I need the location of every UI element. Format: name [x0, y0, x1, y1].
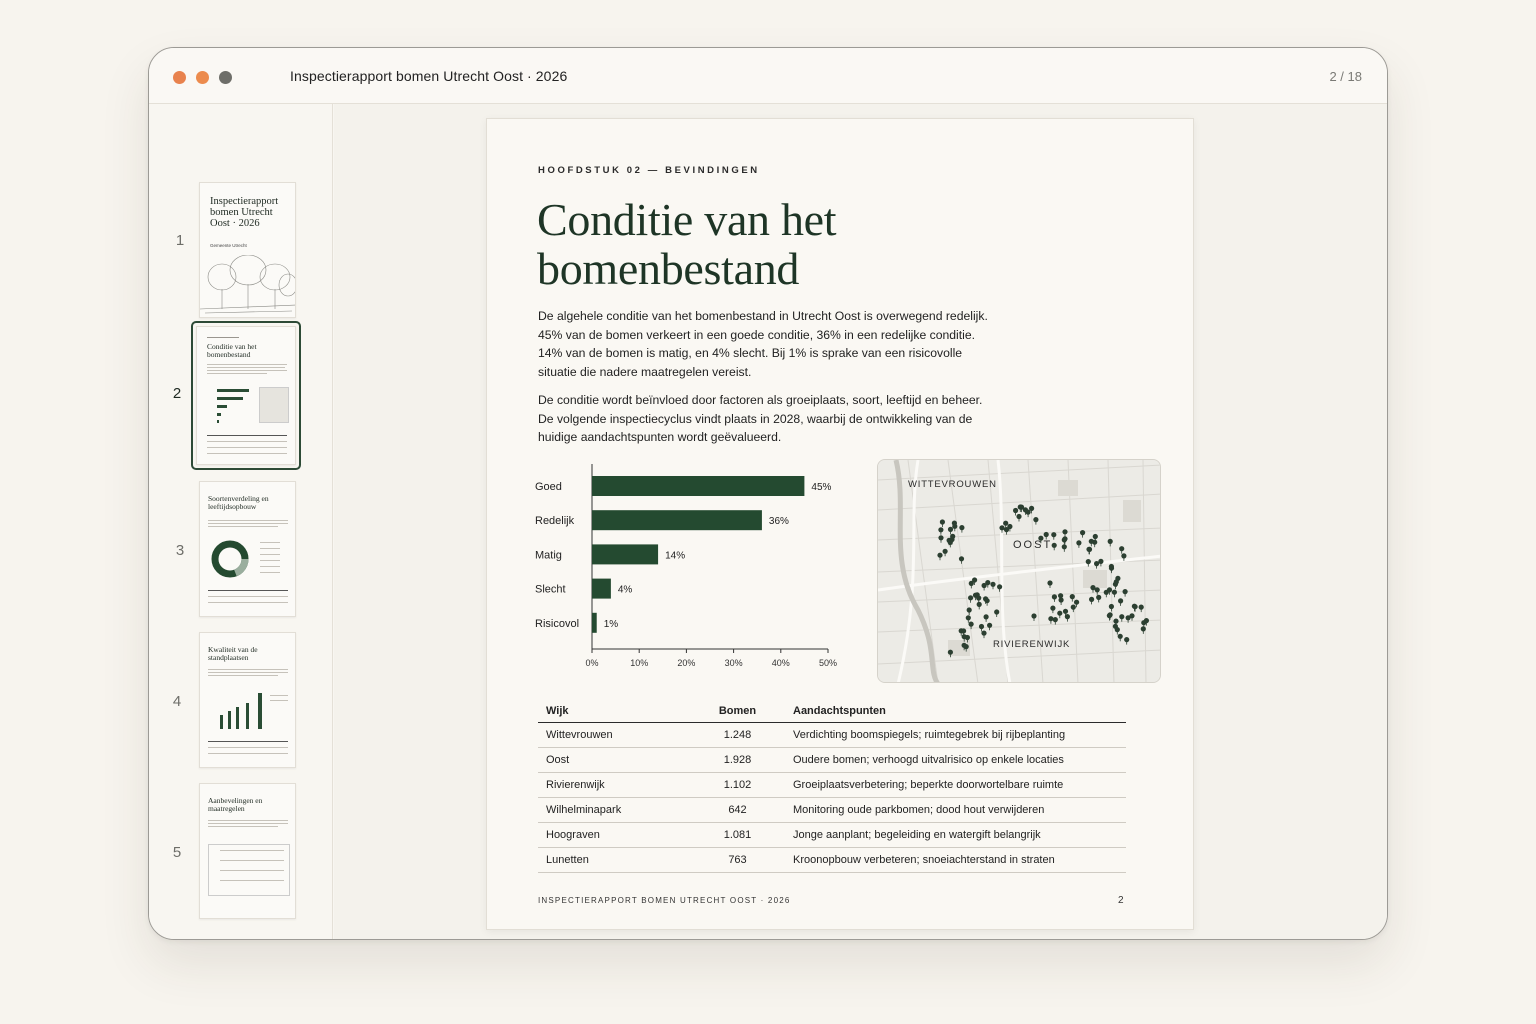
chart-x-tick-label: 10%	[630, 658, 649, 668]
map-tree-marker	[1118, 634, 1123, 639]
map-tree-marker	[999, 525, 1004, 530]
map-tree-marker	[984, 614, 989, 619]
chart-x-tick-label: 0%	[585, 658, 599, 668]
column-header-wijk: Wijk	[538, 701, 690, 723]
map-tree-marker	[1107, 587, 1112, 592]
cell-aandachtspunten: Groeiplaatsverbetering; beperkte doorwortelbare ruimte	[785, 773, 1126, 798]
map-tree-marker	[961, 628, 966, 633]
map-tree-marker	[968, 595, 973, 600]
chapter-kicker: HOOFDSTUK 02 — BEVINDINGEN	[538, 165, 760, 176]
column-header-aandachtspunten: Aandachtspunten	[785, 701, 1126, 723]
map-tree-marker	[1094, 561, 1099, 566]
map-tree-marker	[1141, 620, 1146, 625]
chart-bar	[592, 544, 658, 564]
page-number: 2	[1118, 895, 1124, 906]
map-tree-marker	[973, 593, 978, 598]
map-tree-marker	[1089, 539, 1094, 544]
chart-category-label: Redelijk	[535, 515, 575, 528]
chart-category-label: Risicovol	[535, 617, 580, 630]
page-thumbnail-4[interactable]	[199, 632, 296, 768]
map-tree-marker	[979, 624, 984, 629]
map-tree-marker	[1007, 524, 1012, 529]
cell-wijk: Wilhelminapark	[538, 798, 690, 823]
chart-value-label: 45%	[811, 482, 832, 493]
document-title: Inspectierapport bomen Utrecht Oost · 2026	[290, 68, 568, 84]
map-tree-marker	[1121, 553, 1126, 558]
map-tree-marker	[959, 556, 964, 561]
map-tree-marker	[994, 609, 999, 614]
map-tree-marker	[1033, 517, 1038, 522]
map-tree-marker	[1113, 619, 1118, 624]
map-tree-marker	[1048, 616, 1053, 621]
map-tree-marker	[1123, 589, 1128, 594]
map-tree-marker	[948, 650, 953, 655]
chart-value-label: 36%	[768, 516, 789, 528]
map-tree-marker	[1080, 530, 1085, 535]
map-tree-marker	[981, 631, 986, 636]
chart-bar	[592, 510, 762, 530]
map-tree-marker	[1044, 532, 1049, 537]
cell-bomen: 1.248	[690, 723, 785, 748]
map-tree-marker	[1076, 540, 1081, 545]
tree-illustration	[200, 255, 296, 318]
map-tree-marker	[1109, 604, 1114, 609]
maximize-window-button[interactable]	[219, 71, 232, 84]
map-tree-marker	[1119, 614, 1124, 619]
chart-bar	[592, 613, 597, 633]
thumbnail-title: Aanbevelingen en maatregelen	[208, 796, 263, 813]
cell-aandachtspunten: Kroonopbouw verbeteren; snoeiachterstand in straten	[785, 848, 1126, 873]
map-tree-marker	[1052, 543, 1057, 548]
map-tree-marker	[1086, 559, 1091, 564]
minimize-window-button[interactable]	[196, 71, 209, 84]
thumbnail-number-5: 5	[172, 844, 182, 861]
chart-x-tick-label: 20%	[677, 658, 696, 668]
map-tree-marker	[940, 519, 945, 524]
cell-aandachtspunten: Monitoring oude parkbomen; dood hout verwijderen	[785, 798, 1126, 823]
page-footer-title: INSPECTIERAPPORT BOMEN UTRECHT OOST · 2026	[538, 896, 791, 905]
thumbnail-title: Conditie van het bomenbestand	[207, 342, 257, 359]
map-tree-marker	[1047, 580, 1052, 585]
cell-bomen: 1.102	[690, 773, 785, 798]
map-tree-marker	[966, 615, 971, 620]
map-tree-marker	[1108, 539, 1113, 544]
map-tree-marker	[1141, 626, 1146, 631]
map-tree-marker	[1093, 534, 1098, 539]
table-row	[538, 748, 1126, 773]
map-tree-marker	[959, 525, 964, 530]
map-tree-marker	[1019, 505, 1024, 510]
page-thumbnails-sidebar	[149, 104, 333, 940]
thumbnail-subtitle: Gemeente Utrecht	[210, 243, 247, 248]
map-tree-marker	[1062, 529, 1067, 534]
page-thumbnail-2[interactable]	[196, 326, 296, 465]
chart-bar	[592, 579, 611, 599]
page-thumbnail-1[interactable]	[199, 182, 296, 318]
map-tree-marker	[1119, 546, 1124, 551]
map-tree-marker	[938, 527, 943, 532]
cell-wijk: Lunetten	[538, 848, 690, 873]
map-tree-marker	[1074, 600, 1079, 605]
close-window-button[interactable]	[173, 71, 186, 84]
map-tree-marker	[969, 622, 974, 627]
map-tree-marker	[1053, 617, 1058, 622]
map-tree-marker	[1031, 613, 1036, 618]
map-tree-marker	[1086, 547, 1091, 552]
map-tree-marker	[1058, 593, 1063, 598]
map-tree-marker	[1133, 604, 1138, 609]
map-tree-marker	[1070, 594, 1075, 599]
map-tree-marker	[969, 581, 974, 586]
map-label-wittevrouwen: WITTEVROUWEN	[908, 479, 997, 490]
condition-bar-chart	[535, 459, 855, 669]
map-tree-marker	[1115, 627, 1120, 632]
cell-bomen: 1.928	[690, 748, 785, 773]
cell-aandachtspunten: Verdichting boomspiegels; ruimtegebrek bij rijbeplanting	[785, 723, 1126, 748]
map-tree-marker	[1124, 637, 1129, 642]
thumbnail-title: Inspectierapport bomen Utrecht Oost · 2026	[210, 196, 279, 230]
thumbnail-number-1: 1	[175, 232, 185, 249]
table-row	[538, 798, 1126, 823]
map-tree-marker	[983, 596, 988, 601]
map-tree-marker	[964, 644, 969, 649]
map-tree-marker	[949, 537, 954, 542]
map-tree-marker	[1107, 613, 1112, 618]
chart-x-tick-label: 30%	[724, 658, 743, 668]
body-paragraph-2: De conditie wordt beïnvloed door factoren als groeiplaats, soort, leeftijd en beheer. De volgende inspectiecyclus vindt plaats in 2028, waarbij de ontwikkeling van de huidige aandachtspunten wordt geëvalueerd.	[538, 393, 983, 445]
cell-aandachtspunten: Jonge aanplant; begeleiding en watergift belangrijk	[785, 823, 1126, 848]
map-tree-marker	[1063, 609, 1068, 614]
cell-wijk: Hoograven	[538, 823, 690, 848]
map-tree-marker	[948, 527, 953, 532]
map-tree-marker	[967, 607, 972, 612]
map-tree-marker	[977, 602, 982, 607]
map-tree-marker	[990, 582, 995, 587]
page-thumbnail-3[interactable]	[199, 481, 296, 617]
map-tree-marker	[1139, 605, 1144, 610]
cell-bomen: 642	[690, 798, 785, 823]
map-tree-marker	[1003, 521, 1008, 526]
map-tree-marker	[938, 535, 943, 540]
map-tree-marker	[943, 549, 948, 554]
chart-value-label: 14%	[665, 550, 686, 562]
thumbnail-number-2: 2	[172, 385, 182, 402]
document-viewer-window	[148, 47, 1388, 940]
cell-aandachtspunten: Oudere bomen; verhoogd uitvalrisico op enkele locaties	[785, 748, 1126, 773]
table-header-row	[538, 701, 1126, 723]
cell-wijk: Wittevrouwen	[538, 723, 690, 748]
map-tree-marker	[1118, 598, 1123, 603]
map-tree-marker	[1109, 566, 1114, 571]
cell-wijk: Oost	[538, 748, 690, 773]
document-page-2	[486, 118, 1194, 930]
map-tree-marker	[1057, 611, 1062, 616]
map-tree-marker	[997, 584, 1002, 589]
chart-category-label: Slecht	[535, 583, 566, 596]
chart-category-label: Goed	[535, 481, 562, 493]
column-header-bomen: Bomen	[690, 701, 785, 723]
map-tree-marker	[1112, 590, 1117, 595]
chart-x-tick-label: 50%	[818, 658, 838, 668]
map-tree-marker	[1050, 606, 1055, 611]
map-tree-marker	[1026, 510, 1031, 515]
map-tree-marker	[1095, 587, 1100, 592]
chart-value-label: 4%	[617, 584, 633, 596]
cell-bomen: 1.081	[690, 823, 785, 848]
map-tree-marker	[1013, 508, 1018, 513]
map-tree-marker	[1062, 544, 1067, 549]
map-tree-marker	[1062, 536, 1067, 541]
title-bar	[149, 48, 1387, 104]
map-label-oost: OOST	[1013, 539, 1053, 551]
cell-wijk: Rivierenwijk	[538, 773, 690, 798]
map-tree-marker	[1114, 579, 1119, 584]
map-tree-marker	[1096, 595, 1101, 600]
map-tree-marker	[1071, 605, 1076, 610]
table-row	[538, 723, 1126, 748]
table-row	[538, 773, 1126, 798]
map-tree-marker	[982, 583, 987, 588]
map-tree-marker	[987, 623, 992, 628]
chart-value-label: 1%	[603, 618, 619, 630]
chart-bar	[592, 476, 804, 496]
table-row	[538, 848, 1126, 873]
district-map	[877, 459, 1161, 683]
map-tree-marker	[937, 553, 942, 558]
map-tree-marker	[1051, 532, 1056, 537]
map-tree-marker	[1016, 514, 1021, 519]
map-tree-marker	[1129, 613, 1134, 618]
district-table	[538, 701, 1126, 873]
chart-x-tick-label: 40%	[771, 658, 790, 668]
table-row	[538, 823, 1126, 848]
map-tree-marker	[1089, 597, 1094, 602]
thumbnail-number-3: 3	[175, 542, 185, 559]
donut-chart-thumbnail	[210, 539, 250, 579]
thumbnail-title: Soortenverdeling en leeftijdsopbouw	[208, 494, 269, 511]
map-tree-marker	[952, 524, 957, 529]
map-tree-marker	[1052, 594, 1057, 599]
document-viewport[interactable]	[334, 104, 1388, 940]
map-tree-marker	[962, 634, 967, 639]
thumbnail-title: Kwaliteit van de standplaatsen	[208, 645, 258, 662]
cell-bomen: 763	[690, 848, 785, 873]
chart-category-label: Matig	[535, 549, 562, 562]
body-paragraph-1: De algehele conditie van het bomenbestand in Utrecht Oost is overwegend redelijk. 45% van de bomen verkeert in een goede conditie, 36% in een redelijke conditie. 14% van de bomen is matig, en 4% slecht. Bij 1% is sprake van een risicovolle situatie die nadere maatregelen vereist.	[538, 309, 988, 379]
page-heading: Conditie van het bomenbestand	[537, 194, 837, 294]
page-thumbnail-5[interactable]	[199, 783, 296, 919]
page-indicator: 2 / 18	[1329, 69, 1362, 84]
thumbnail-number-4: 4	[172, 693, 182, 710]
map-label-rivierenwijk: RIVIERENWIJK	[993, 639, 1071, 650]
